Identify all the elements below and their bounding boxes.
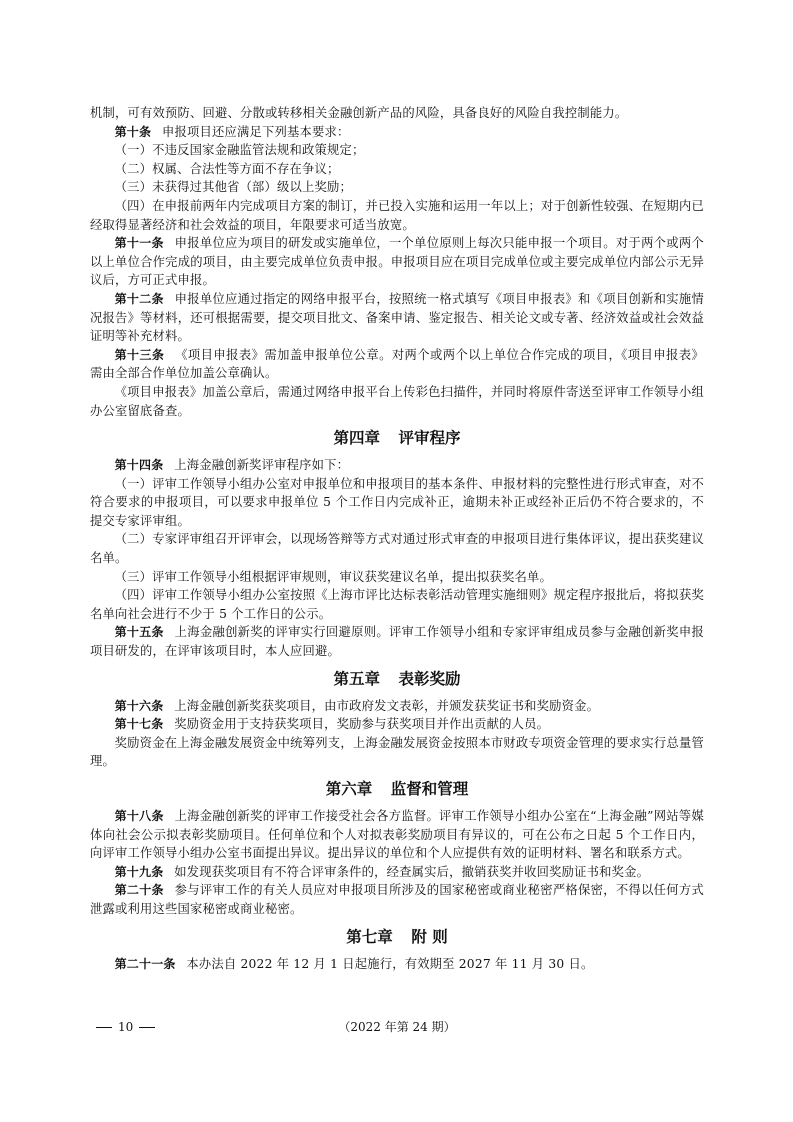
article-text: 申报项目还应满足下列基本要求：: [162, 124, 350, 139]
article-14-item-2: （二）专家评审组召开评审会，以现场答辩等方式对通过形式审查的申报项目进行集体评议，提出获奖建议名单。: [90, 532, 704, 566]
chapter-6-heading: [90, 771, 704, 807]
article-18: [90, 807, 704, 863]
chapter-7-heading: [90, 919, 704, 955]
article-label: 第二十条: [114, 883, 164, 898]
article-text: 上海金融创新奖评审程序如下：: [174, 458, 350, 473]
article-text: 申报单位应为项目的研发或实施单位，一个单位原则上每次只能申报一个项目。对于两个或两个以上单位合作完成的项目，由主要完成单位负责申报。申报项目应在项目完成单位或主要完成单位内部公示无异议后，方可正式申报。: [90, 236, 704, 288]
chapter-number: 第五章: [333, 669, 380, 688]
article-text: 本办法自 2022 年 12 月 1 日起施行，有效期至 2027 年 11 月 30 日。: [186, 956, 594, 971]
article-text: 如发现获奖项目有不符合评审条件的，经查属实后，撤销获奖并收回奖励证书和奖金。: [174, 864, 650, 879]
article-label: 第十四条: [114, 458, 164, 473]
article-11: [90, 234, 704, 290]
article-17: [90, 715, 704, 734]
article-label: 第十三条: [114, 347, 165, 362]
article-14-item-4: （四）评审工作领导小组办公室按照《上海市评比达标表彰活动管理实施细则》规定程序报批后，将拟获奖名单向社会进行不少于 5 个工作日的公示。: [90, 588, 704, 621]
article-label: 第十五条: [114, 625, 164, 640]
article-label: 第十八条: [114, 809, 164, 823]
article-19: [90, 863, 704, 882]
article-label: 第十九条: [114, 864, 164, 879]
article-14: [90, 456, 704, 475]
article-21: [90, 955, 704, 974]
article-10-item-3: （三）未获得过其他省（部）级以上奖励；: [114, 180, 353, 195]
article-13: [90, 346, 704, 383]
continuation-paragraph: 机制，可有效预防、回避、分散或转移相关金融创新产品的风险，具备良好的风险自我控制能力。: [90, 106, 628, 120]
article-text: 上海金融创新奖的评审实行回避原则。评审工作领导小组和专家评审组成员参与金融创新奖申报项目研发的，在评审该项目时，本人应回避。: [90, 625, 704, 659]
article-17-extra: 奖励资金在上海金融发展资金中统筹列支，上海金融发展资金按照本市财政专项资金管理的要求实行总量管理。: [90, 735, 704, 769]
article-text: 《项目申报表》需加盖申报单位公章。对两个或两个以上单位合作完成的项目，《项目申报表》需由全部合作单位加盖公章确认。: [90, 347, 704, 381]
chapter-4-heading: [90, 420, 704, 456]
article-label: 第十二条: [114, 291, 164, 306]
document-body: [90, 104, 704, 973]
chapter-title: 评审程序: [398, 429, 461, 448]
page-number-value: 10: [118, 1020, 134, 1034]
article-10-item-1: （一）不违反国家金融监管法规和政策规定；: [114, 143, 365, 158]
article-text: 上海金融创新奖获奖项目，由市政府发文表彰，并颁发获奖证书和奖励资金。: [174, 698, 600, 713]
article-text: 奖励资金用于支持获奖项目，奖励参与获奖项目并作出贡献的人员。: [174, 717, 550, 732]
article-10: [90, 123, 704, 142]
article-label: 第十七条: [114, 717, 164, 732]
chapter-number: 第七章: [346, 927, 393, 946]
chapter-title: 表彰奖励: [398, 669, 461, 688]
chapter-number: 第四章: [333, 429, 380, 448]
article-12: [90, 290, 704, 346]
article-10-item-4: （四）在申报前两年内完成项目方案的制订，并已投入实施和运用一年以上；对于创新性较强、在短期内已经取得显著经济和社会效益的项目，年限要求可适当放宽。: [90, 198, 704, 232]
article-text: 上海金融创新奖的评审工作接受社会各方监督。评审工作领导小组办公室在“上海金融”网站等媒体向社会公示拟表彰奖励项目。任何单位和个人对拟表彰奖励项目有异议的，可在公布之日起 5 个工作日内，向评审工作领导小组办公室书面提出异议。提出异议的单位和个人应提供有效的证明材料、署名和联系方式。: [90, 809, 704, 861]
article-14-item-3: （三）评审工作领导小组根据评审规则，审议获奖建议名单，提出拟获奖名单。: [114, 569, 552, 584]
article-10-item-2: （二）权属、合法性等方面不存在争议；: [114, 161, 340, 176]
article-label: 第十条: [114, 124, 152, 139]
chapter-title: 监督和管理: [390, 780, 469, 798]
chapter-title: 附 则: [411, 927, 448, 946]
article-20: [90, 881, 704, 918]
article-text: 参与评审工作的有关人员应对申报项目所涉及的国家秘密或商业秘密严格保密，不得以任何方式泄露或利用这些国家秘密或商业秘密。: [90, 883, 704, 916]
chapter-5-heading: [90, 661, 704, 697]
article-text: 申报单位应通过指定的网络申报平台，按照统一格式填写《项目申报表》和《项目创新和实施情况报告》等材料，还可根据需要，提交项目批文、备案申请、鉴定报告、相关论文或专著、经济效益或社会效益证明等补充材料。: [90, 291, 704, 344]
article-16: [90, 697, 704, 716]
article-label: 第十六条: [114, 698, 164, 713]
article-14-item-1: （一）评审工作领导小组办公室对申报单位和申报项目的基本条件、申报材料的完整性进行形式审查，对不符合要求的申报项目，可以要求申报单位 5 个工作日内完成补正，逾期未补正或经补正后仍不符合要求的，不提交专家评审组。: [90, 476, 704, 528]
chapter-number: 第六章: [325, 780, 373, 798]
article-label: 第二十一条: [114, 956, 176, 971]
article-label: 第十一条: [114, 236, 164, 251]
issue-label: （2022 年第 24 期）: [338, 1020, 456, 1034]
article-13-extra: 《项目申报表》加盖公章后，需通过网络申报平台上传彩色扫描件，并同时将原件寄送至评审工作领导小组办公室留底备查。: [90, 384, 704, 418]
article-15: [90, 623, 704, 660]
